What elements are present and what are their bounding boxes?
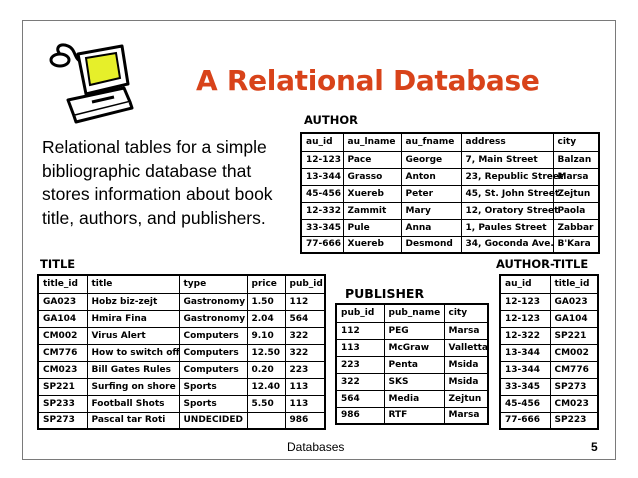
- table-cell: Computers: [179, 344, 247, 361]
- table-cell: CM002: [550, 344, 598, 361]
- table-cell: Zabbar: [553, 219, 599, 236]
- column-header: pub_id: [285, 275, 325, 293]
- table-row: [38, 395, 325, 412]
- table-cell: CM776: [38, 344, 87, 361]
- table-cell: Media: [384, 390, 444, 407]
- table-cell: Virus Alert: [87, 327, 179, 344]
- table-cell: Hmira Fina: [87, 310, 179, 327]
- column-header: au_id: [301, 133, 343, 151]
- table-cell: 564: [336, 390, 384, 407]
- table-cell: Bill Gates Rules: [87, 361, 179, 378]
- table-row: [38, 378, 325, 395]
- table-cell: 986: [285, 412, 325, 429]
- table-cell: SP273: [550, 378, 598, 395]
- table-cell: Sports: [179, 378, 247, 395]
- table-row: [301, 202, 599, 219]
- column-header: au_lname: [343, 133, 401, 151]
- table-cell: PEG: [384, 322, 444, 339]
- table-cell: CM776: [550, 361, 598, 378]
- table-cell: Computers: [179, 361, 247, 378]
- table-cell: 113: [285, 378, 325, 395]
- table-header-row: [336, 304, 488, 322]
- table-cell: 12-332: [301, 202, 343, 219]
- table-cell: McGraw: [384, 339, 444, 356]
- table-cell: SP223: [550, 412, 598, 429]
- title-table: [37, 274, 326, 430]
- table-cell: GA023: [38, 293, 87, 310]
- column-header: price: [247, 275, 285, 293]
- intro-text: Relational tables for a simple bibliographic database that stores information about book title, authors, and publishers.: [42, 137, 273, 228]
- table-cell: 1.50: [247, 293, 285, 310]
- column-header: type: [179, 275, 247, 293]
- table-cell: 12-123: [301, 151, 343, 168]
- table-cell: Msida: [444, 356, 488, 373]
- table-cell: CM002: [38, 327, 87, 344]
- table-cell: CM023: [38, 361, 87, 378]
- table-cell: CM023: [550, 395, 598, 412]
- table-row: [336, 339, 488, 356]
- table-cell: 13-344: [500, 361, 550, 378]
- table-cell: SKS: [384, 373, 444, 390]
- table-cell: GA023: [550, 293, 598, 310]
- table-cell: George: [401, 151, 461, 168]
- table-cell: 12-123: [500, 293, 550, 310]
- table-cell: Marsa: [553, 168, 599, 185]
- table-cell: Marsa: [444, 407, 488, 424]
- table-row: [500, 395, 598, 412]
- table-cell: Sports: [179, 395, 247, 412]
- table-cell: 322: [336, 373, 384, 390]
- author-table-label: AUTHOR: [304, 113, 358, 127]
- table-cell: Zejtun: [553, 185, 599, 202]
- table-row: [301, 236, 599, 253]
- table-cell: Penta: [384, 356, 444, 373]
- table-cell: RTF: [384, 407, 444, 424]
- title-table-label: TITLE: [40, 257, 76, 271]
- column-header: au_fname: [401, 133, 461, 151]
- table-cell: Pule: [343, 219, 401, 236]
- table-cell: 7, Main Street: [461, 151, 553, 168]
- table-cell: Hobz biz-zejt: [87, 293, 179, 310]
- column-header: title: [87, 275, 179, 293]
- table-row: [38, 327, 325, 344]
- table-cell: UNDECIDED: [179, 412, 247, 429]
- table-row: [38, 310, 325, 327]
- table-cell: Anna: [401, 219, 461, 236]
- table-cell: B'Kara: [553, 236, 599, 253]
- table-row: [336, 407, 488, 424]
- table-cell: 77-666: [500, 412, 550, 429]
- table-cell: Valletta: [444, 339, 488, 356]
- table-cell: Xuereb: [343, 185, 401, 202]
- table-cell: 12.50: [247, 344, 285, 361]
- table-cell: Desmond: [401, 236, 461, 253]
- table-cell: Surfing on shore: [87, 378, 179, 395]
- table-cell: Pascal tar Roti: [87, 412, 179, 429]
- column-header: address: [461, 133, 553, 151]
- column-header: city: [444, 304, 488, 322]
- table-cell: [247, 412, 285, 429]
- table-cell: 13-344: [301, 168, 343, 185]
- table-cell: Pace: [343, 151, 401, 168]
- footer-text: Databases: [287, 440, 345, 454]
- table-cell: 322: [285, 327, 325, 344]
- table-cell: 1, Paules Street: [461, 219, 553, 236]
- table-cell: Msida: [444, 373, 488, 390]
- table-cell: 45-456: [500, 395, 550, 412]
- table-cell: 12-123: [500, 310, 550, 327]
- table-cell: 23, Republic Street: [461, 168, 553, 185]
- table-cell: 0.20: [247, 361, 285, 378]
- table-row: [301, 219, 599, 236]
- table-row: [38, 412, 325, 429]
- table-row: [38, 361, 325, 378]
- publisher-table-label: PUBLISHER: [345, 286, 425, 301]
- table-header-row: [500, 275, 598, 293]
- table-cell: SP273: [38, 412, 87, 429]
- table-cell: Football Shots: [87, 395, 179, 412]
- table-cell: Zejtun: [444, 390, 488, 407]
- table-row: [500, 361, 598, 378]
- table-cell: Marsa: [444, 322, 488, 339]
- table-cell: 77-666: [301, 236, 343, 253]
- table-row: [500, 293, 598, 310]
- column-header: pub_id: [336, 304, 384, 322]
- table-row: [336, 373, 488, 390]
- table-cell: Gastronomy: [179, 310, 247, 327]
- table-cell: 322: [285, 344, 325, 361]
- table-cell: 112: [285, 293, 325, 310]
- table-row: [301, 185, 599, 202]
- table-row: [336, 322, 488, 339]
- table-row: [500, 378, 598, 395]
- column-header: title_id: [550, 275, 598, 293]
- column-header: pub_name: [384, 304, 444, 322]
- table-header-row: [38, 275, 325, 293]
- table-cell: 9.10: [247, 327, 285, 344]
- table-cell: 564: [285, 310, 325, 327]
- table-cell: 113: [285, 395, 325, 412]
- table-cell: 45, St. John Street: [461, 185, 553, 202]
- table-cell: Xuereb: [343, 236, 401, 253]
- table-cell: 12, Oratory Street: [461, 202, 553, 219]
- table-cell: 33-345: [301, 219, 343, 236]
- table-row: [38, 293, 325, 310]
- table-cell: 33-345: [500, 378, 550, 395]
- page-number: 5: [591, 440, 598, 454]
- table-cell: SP221: [550, 327, 598, 344]
- table-row: [336, 390, 488, 407]
- column-header: title_id: [38, 275, 87, 293]
- table-cell: 12-322: [500, 327, 550, 344]
- table-cell: 223: [336, 356, 384, 373]
- table-row: [336, 356, 488, 373]
- table-row: [500, 327, 598, 344]
- table-cell: 34, Goconda Ave.: [461, 236, 553, 253]
- table-cell: 13-344: [500, 344, 550, 361]
- author-title-table: [499, 274, 599, 430]
- table-row: [500, 412, 598, 429]
- table-cell: 112: [336, 322, 384, 339]
- table-cell: Anton: [401, 168, 461, 185]
- table-cell: 986: [336, 407, 384, 424]
- table-cell: SP233: [38, 395, 87, 412]
- table-cell: Gastronomy: [179, 293, 247, 310]
- table-cell: 12.40: [247, 378, 285, 395]
- table-row: [500, 344, 598, 361]
- table-row: [301, 168, 599, 185]
- column-header: city: [553, 133, 599, 151]
- table-row: [500, 310, 598, 327]
- table-cell: GA104: [38, 310, 87, 327]
- computer-with-mouse-icon: [48, 40, 134, 124]
- table-cell: GA104: [550, 310, 598, 327]
- slide-title: A Relational Database: [196, 64, 540, 97]
- table-cell: 113: [336, 339, 384, 356]
- table-cell: SP221: [38, 378, 87, 395]
- table-row: [38, 344, 325, 361]
- author-title-table-label: AUTHOR-TITLE: [496, 257, 589, 271]
- table-cell: Paola: [553, 202, 599, 219]
- table-cell: 223: [285, 361, 325, 378]
- table-cell: Computers: [179, 327, 247, 344]
- table-cell: Grasso: [343, 168, 401, 185]
- table-cell: Mary: [401, 202, 461, 219]
- publisher-table: [335, 303, 489, 425]
- table-row: [301, 151, 599, 168]
- table-cell: 45-456: [301, 185, 343, 202]
- table-cell: Balzan: [553, 151, 599, 168]
- table-cell: 5.50: [247, 395, 285, 412]
- table-cell: 2.04: [247, 310, 285, 327]
- table-cell: How to switch off: [87, 344, 179, 361]
- author-table: [300, 132, 600, 254]
- table-header-row: [301, 133, 599, 151]
- column-header: au_id: [500, 275, 550, 293]
- table-cell: Zammit: [343, 202, 401, 219]
- table-cell: Peter: [401, 185, 461, 202]
